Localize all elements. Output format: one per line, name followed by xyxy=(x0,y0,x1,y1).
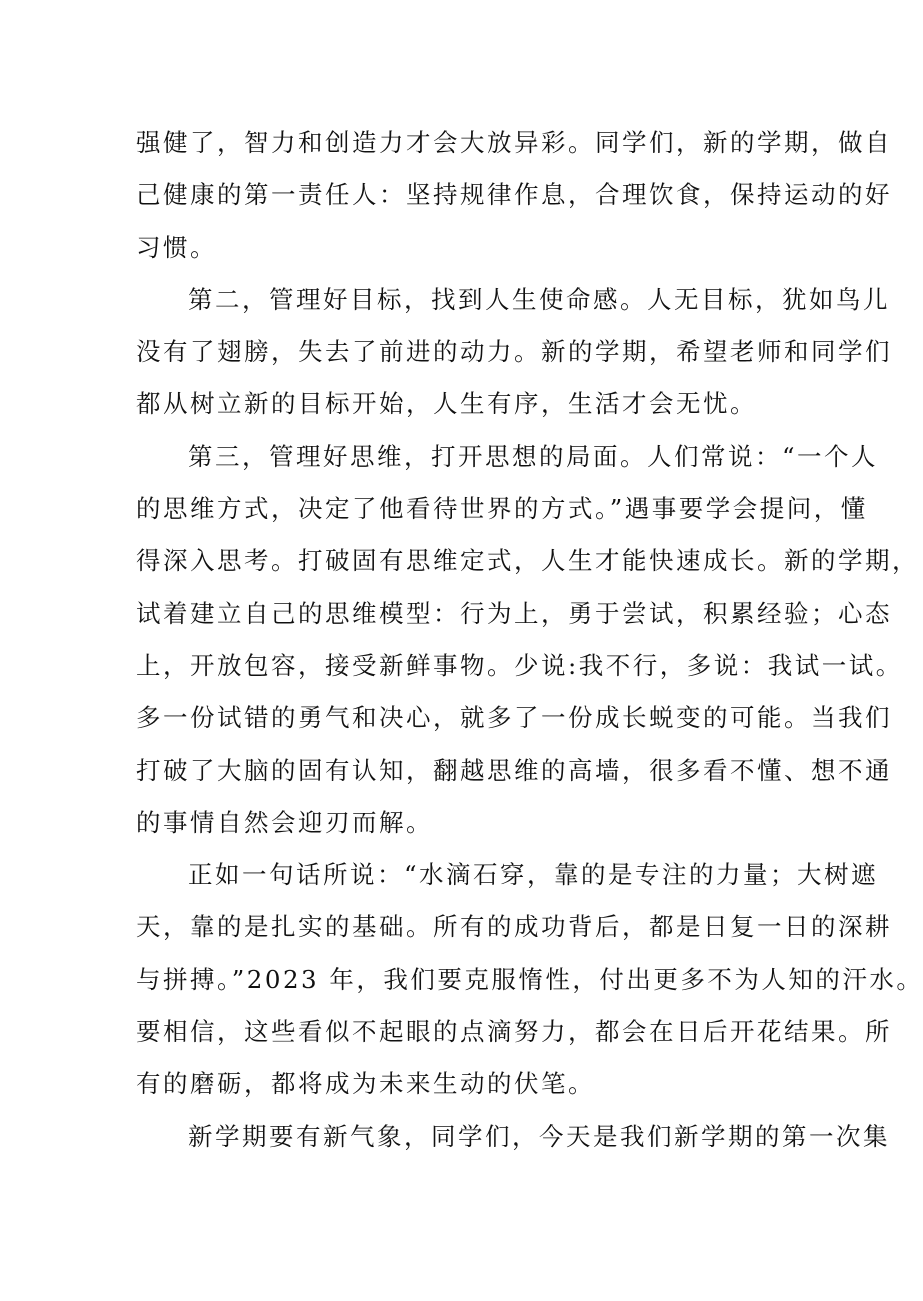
paragraph xyxy=(136,431,919,849)
text-line: 得深入思考。打破固有思维定式，人生才能快速成长。新的学期， xyxy=(136,546,919,576)
text-line: 天，靠的是扎实的基础。所有的成功背后，都是日复一日的深耕 xyxy=(136,912,892,942)
document-body xyxy=(136,117,923,1163)
paragraph xyxy=(136,849,923,1110)
text-line: 没有了翅膀，失去了前进的动力。新的学期，希望老师和同学们 xyxy=(136,337,892,367)
text-line: 与拼搏。”2023 年，我们要克服惰性，付出更多不为人知的汗水。 xyxy=(136,964,923,994)
text-line: 的思维方式，决定了他看待世界的方式。”遇事要学会提问，懂 xyxy=(136,494,868,524)
text-line: 都从树立新的目标开始，人生有序，生活才会无忧。 xyxy=(136,389,757,419)
text-line: 打破了大脑的固有认知，翻越思维的高墙，很多看不懂、想不通 xyxy=(136,755,892,785)
text-line: 上，开放包容，接受新鲜事物。少说:我不行，多说：我试一试。 xyxy=(136,650,903,680)
text-line: 要相信，这些看似不起眼的点滴努力，都会在日后开花结果。所 xyxy=(136,1017,892,1047)
text-line: 习惯。 xyxy=(136,232,217,262)
text-line: 第三，管理好思维，打开思想的局面。人们常说：“一个人 xyxy=(188,441,879,471)
text-line: 强健了，智力和创造力才会大放异彩。同学们，新的学期，做自 xyxy=(136,128,892,157)
paragraph xyxy=(136,1111,890,1163)
paragraph xyxy=(136,117,892,274)
text-line: 有的磨砺，都将成为未来生动的伏笔。 xyxy=(136,1069,595,1099)
paragraph xyxy=(136,274,892,431)
text-line: 正如一句话所说：“水滴石穿，靠的是专注的力量；大树遮 xyxy=(188,860,879,890)
text-line: 新学期要有新气象，同学们，今天是我们新学期的第一次集 xyxy=(188,1121,890,1151)
text-line: 第二，管理好目标，找到人生使命感。人无目标，犹如鸟儿 xyxy=(188,284,890,314)
text-line: 试着建立自己的思维模型：行为上，勇于尝试，积累经验；心态 xyxy=(136,598,892,628)
text-line: 己健康的第一责任人：坚持规律作息，合理饮食，保持运动的好 xyxy=(136,180,892,210)
text-line: 的事情自然会迎刃而解。 xyxy=(136,807,433,837)
text-line: 多一份试错的勇气和决心，就多了一份成长蜕变的可能。当我们 xyxy=(136,703,892,733)
